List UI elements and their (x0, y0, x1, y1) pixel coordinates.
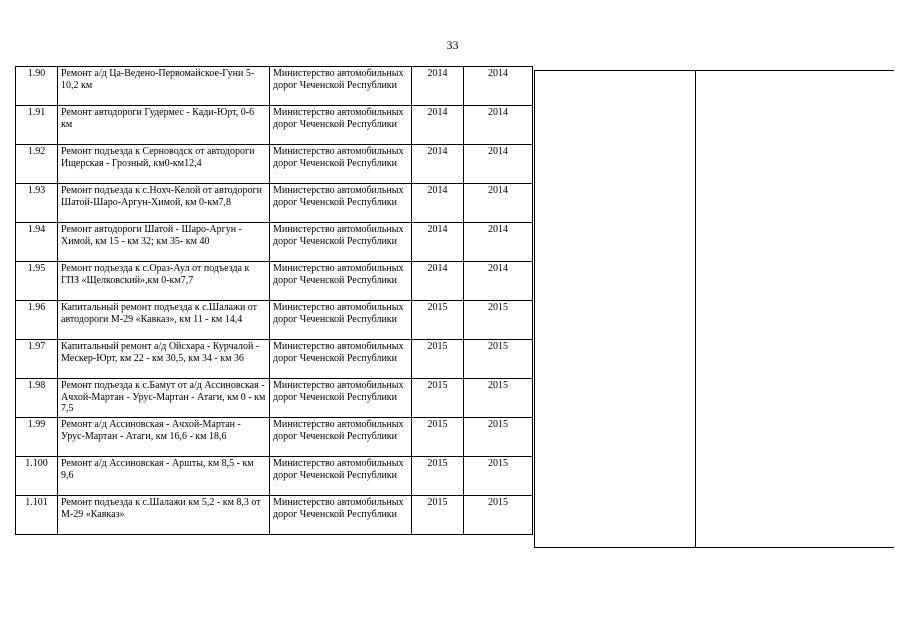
end-year: 2015 (464, 457, 533, 496)
table-row (16, 379, 533, 418)
column-divider (695, 71, 696, 547)
end-year: 2015 (464, 340, 533, 379)
executor: Министерство автомобильных дорог Чеченской Республики (270, 145, 412, 184)
row-number: 1.98 (16, 379, 58, 418)
start-year: 2015 (412, 457, 464, 496)
table-row (16, 457, 533, 496)
row-number: 1.95 (16, 262, 58, 301)
end-year: 2014 (464, 184, 533, 223)
row-number: 1.93 (16, 184, 58, 223)
end-year: 2015 (464, 379, 533, 418)
table-row (16, 106, 533, 145)
table-row (16, 340, 533, 379)
event-name: Ремонт автодороги Шатой - Шаро-Аргун - Химой, км 15 - км 32; км 35- км 40 (58, 223, 270, 262)
executor: Министерство автомобильных дорог Чеченской Республики (270, 106, 412, 145)
end-year: 2014 (464, 145, 533, 184)
event-name: Ремонт подъезда к с.Шалажи км 5,2 - км 8,3 от М-29 «Кавказ» (58, 496, 270, 535)
end-year: 2014 (464, 223, 533, 262)
table-row (16, 67, 533, 106)
start-year: 2014 (412, 223, 464, 262)
table-row (16, 301, 533, 340)
executor: Министерство автомобильных дорог Чеченской Республики (270, 379, 412, 418)
event-name: Капитальный ремонт подъезда к с.Шалажи от автодороги М-29 «Кавказ», км 11 - км 14,4 (58, 301, 270, 340)
end-year: 2015 (464, 418, 533, 457)
start-year: 2014 (412, 145, 464, 184)
executor: Министерство автомобильных дорог Чеченской Республики (270, 67, 412, 106)
table-row (16, 223, 533, 262)
start-year: 2015 (412, 301, 464, 340)
row-number: 1.101 (16, 496, 58, 535)
end-year: 2014 (464, 106, 533, 145)
executor: Министерство автомобильных дорог Чеченской Республики (270, 457, 412, 496)
event-name: Ремонт а/д Ца-Ведено-Первомайское-Гуни 5-10,2 км (58, 67, 270, 106)
end-year: 2014 (464, 67, 533, 106)
start-year: 2015 (412, 340, 464, 379)
start-year: 2015 (412, 379, 464, 418)
event-name: Капитальный ремонт а/д Ойсхара - Курчалой - Мескер-Юрт, км 22 - км 30,5, км 34 - км 36 (58, 340, 270, 379)
table-row (16, 145, 533, 184)
start-year: 2014 (412, 262, 464, 301)
row-number: 1.100 (16, 457, 58, 496)
empty-columns-block (534, 70, 894, 548)
executor: Министерство автомобильных дорог Чеченской Республики (270, 418, 412, 457)
end-year: 2014 (464, 262, 533, 301)
table-row (16, 418, 533, 457)
row-number: 1.96 (16, 301, 58, 340)
table-row (16, 262, 533, 301)
event-name: Ремонт подъезда к с.Ораз-Аул от подъезда к ГПЗ «Щелковский»,км 0-км7,7 (58, 262, 270, 301)
start-year: 2015 (412, 418, 464, 457)
executor: Министерство автомобильных дорог Чеченской Республики (270, 184, 412, 223)
executor: Министерство автомобильных дорог Чеченской Республики (270, 262, 412, 301)
row-number: 1.94 (16, 223, 58, 262)
event-name: Ремонт подъезда к с.Бамут от а/д Ассиновская - Ачхой-Мартан - Урус-Мартан - Атаги, км 0 - км 7,5 (58, 379, 270, 418)
executor: Министерство автомобильных дорог Чеченской Республики (270, 301, 412, 340)
row-number: 1.99 (16, 418, 58, 457)
end-year: 2015 (464, 496, 533, 535)
program-table (15, 66, 533, 535)
start-year: 2014 (412, 184, 464, 223)
start-year: 2014 (412, 67, 464, 106)
executor: Министерство автомобильных дорог Чеченской Республики (270, 223, 412, 262)
row-number: 1.90 (16, 67, 58, 106)
table-row (16, 496, 533, 535)
event-name: Ремонт подъезда к с.Нохч-Келой от автодороги Шатой-Шаро-Аргун-Химой, км 0-км7,8 (58, 184, 270, 223)
row-number: 1.92 (16, 145, 58, 184)
row-number: 1.91 (16, 106, 58, 145)
event-name: Ремонт а/д Ассиновская - Ачхой-Мартан - Урус-Мартан - Атаги, км 16,6 - км 18,6 (58, 418, 270, 457)
start-year: 2014 (412, 106, 464, 145)
table-row (16, 184, 533, 223)
row-number: 1.97 (16, 340, 58, 379)
executor: Министерство автомобильных дорог Чеченской Республики (270, 496, 412, 535)
end-year: 2015 (464, 301, 533, 340)
start-year: 2015 (412, 496, 464, 535)
page-number: 33 (446, 38, 459, 52)
executor: Министерство автомобильных дорог Чеченской Республики (270, 340, 412, 379)
event-name: Ремонт автодороги Гудермес - Кади-Юрт, 0-6 км (58, 106, 270, 145)
event-name: Ремонт а/д Ассиновская - Аршты, км 8,5 - км 9,6 (58, 457, 270, 496)
event-name: Ремонт подъезда к Серноводск от автодороги Ищерская - Грозный, км0-км12,4 (58, 145, 270, 184)
